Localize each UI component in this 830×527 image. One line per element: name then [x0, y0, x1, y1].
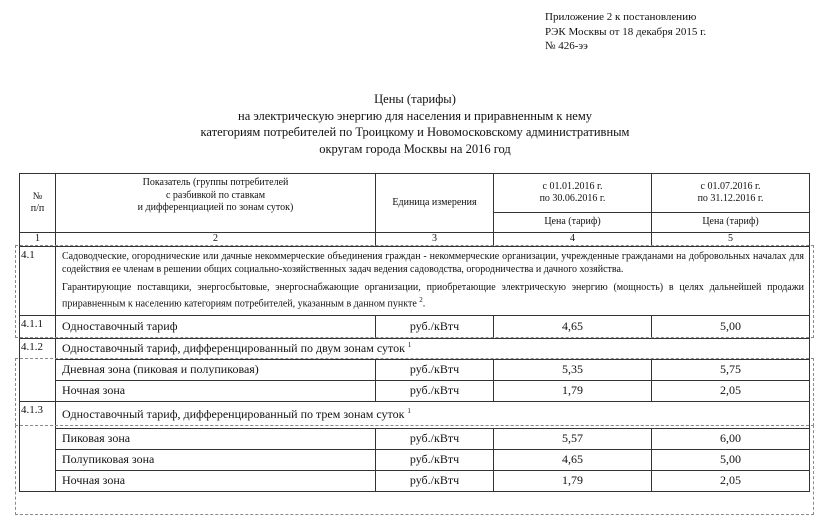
- column-number: 5: [652, 233, 810, 247]
- row-unit: руб./кВтч: [376, 428, 494, 449]
- row-price-1: 1,79: [494, 470, 652, 491]
- row-price-1: 1,79: [494, 380, 652, 401]
- row-unit: руб./кВтч: [376, 449, 494, 470]
- table-row: [20, 470, 810, 491]
- tariff-table: [19, 173, 810, 492]
- column-number: 1: [20, 233, 56, 247]
- row-code: 4.1.3: [20, 401, 56, 491]
- section-paragraph-2-end: .: [422, 298, 426, 310]
- subsection-label-text: Одноставочный тариф, дифференцированный по трем зонам суток: [62, 407, 405, 422]
- header-period-line: по 31.12.2016 г.: [697, 193, 764, 204]
- header-price-2: Цена (тариф): [652, 213, 810, 233]
- row-label: Полупиковая зона: [56, 449, 376, 470]
- row-code: 4.1.1: [20, 315, 56, 338]
- annex-line: Приложение 2 к постановлению: [545, 11, 697, 23]
- section-code: 4.1: [20, 246, 56, 315]
- table-row: [20, 315, 810, 338]
- header-period-1: [494, 174, 652, 213]
- section-paragraph-1: Садоводческие, огороднические или дачные некоммерческие объединения граждан - некоммерческие организации, учрежденные гражданами на добровольных началах для содействия ее членам в решении общих социально-хозяйственных задач ведения садоводства, огородничества и дачного хозяйства.: [62, 250, 804, 275]
- header-period-line: с 01.07.2016 г.: [700, 180, 761, 192]
- header-indicator-line: с разбивкой по ставкам: [165, 189, 266, 201]
- subsection-label: [56, 338, 810, 359]
- row-unit: руб./кВтч: [376, 380, 494, 401]
- row-price-2: 5,00: [652, 449, 810, 470]
- header-indicator-line: и дифференциацией по зонам суток): [137, 202, 294, 213]
- annex-reference: [545, 10, 706, 54]
- annex-line: № 426-ээ: [545, 40, 588, 52]
- row-label: Одноставочный тариф: [56, 315, 376, 338]
- subsection-row: [20, 338, 810, 359]
- row-price-2: 5,00: [652, 315, 810, 338]
- row-label: Ночная зона: [56, 380, 376, 401]
- title-line: на электрическую энергию для населения и приравненным к нему: [238, 108, 592, 123]
- row-unit: руб./кВтч: [376, 359, 494, 380]
- row-price-1: 4,65: [494, 315, 652, 338]
- row-unit: руб./кВтч: [376, 470, 494, 491]
- subsection-row: [20, 401, 810, 428]
- column-number: 2: [56, 233, 376, 247]
- row-price-2: 2,05: [652, 380, 810, 401]
- row-price-2: 2,05: [652, 470, 810, 491]
- header-number-line: п/п: [30, 203, 45, 214]
- header-period-line: по 30.06.2016 г.: [539, 193, 606, 204]
- table-row: [20, 428, 810, 449]
- row-label: Пиковая зона: [56, 428, 376, 449]
- section-paragraph-2: [62, 281, 804, 311]
- table-row: [20, 449, 810, 470]
- section-description: [56, 246, 810, 315]
- section-paragraph-2-text: Гарантирующие поставщики, энергосбытовые, энергоснабжающие организации, приобретающие электрическую энергию (мощность) в целях дальнейшей продажи приравненным к населению категориям потребителей, указанным в данном пункте: [62, 281, 804, 310]
- row-label: Ночная зона: [56, 470, 376, 491]
- footnote-mark: 1: [407, 407, 411, 416]
- annex-line: РЭК Москвы от 18 декабря 2015 г.: [545, 25, 707, 38]
- title-line: округам города Москвы на 2016 год: [319, 141, 511, 156]
- header-indicator: [56, 174, 376, 233]
- header-number-line: №: [32, 190, 43, 202]
- header-period-line: с 01.01.2016 г.: [542, 180, 603, 192]
- footnote-mark: 1: [407, 341, 412, 350]
- subsection-label-text: Одноставочный тариф, дифференцированный по двум зонам суток: [62, 341, 405, 356]
- subsection-label: [56, 401, 810, 428]
- column-number: 3: [376, 233, 494, 247]
- table-row: [20, 359, 810, 380]
- row-price-2: 5,75: [652, 359, 810, 380]
- table-row: [20, 380, 810, 401]
- footnote-mark: 2: [419, 296, 423, 304]
- row-label: Дневная зона (пиковая и полупиковая): [56, 359, 376, 380]
- title-line: категориям потребителей по Троицкому и Новомосковскому административным: [200, 125, 630, 139]
- header-unit: Единица измерения: [376, 174, 494, 233]
- row-code: 4.1.2: [20, 338, 56, 401]
- row-price-1: 5,35: [494, 359, 652, 380]
- column-number: 4: [494, 233, 652, 247]
- header-number: [20, 174, 56, 233]
- row-price-1: 4,65: [494, 449, 652, 470]
- header-period-2: [652, 174, 810, 213]
- header-price-1: Цена (тариф): [494, 213, 652, 233]
- row-unit: руб./кВтч: [376, 315, 494, 338]
- title-line: Цены (тарифы): [374, 92, 456, 106]
- document-title: [0, 91, 830, 157]
- header-indicator-line: Показатель (группы потребителей: [142, 177, 289, 188]
- section-row: [20, 246, 810, 315]
- row-price-2: 6,00: [652, 428, 810, 449]
- row-price-1: 5,57: [494, 428, 652, 449]
